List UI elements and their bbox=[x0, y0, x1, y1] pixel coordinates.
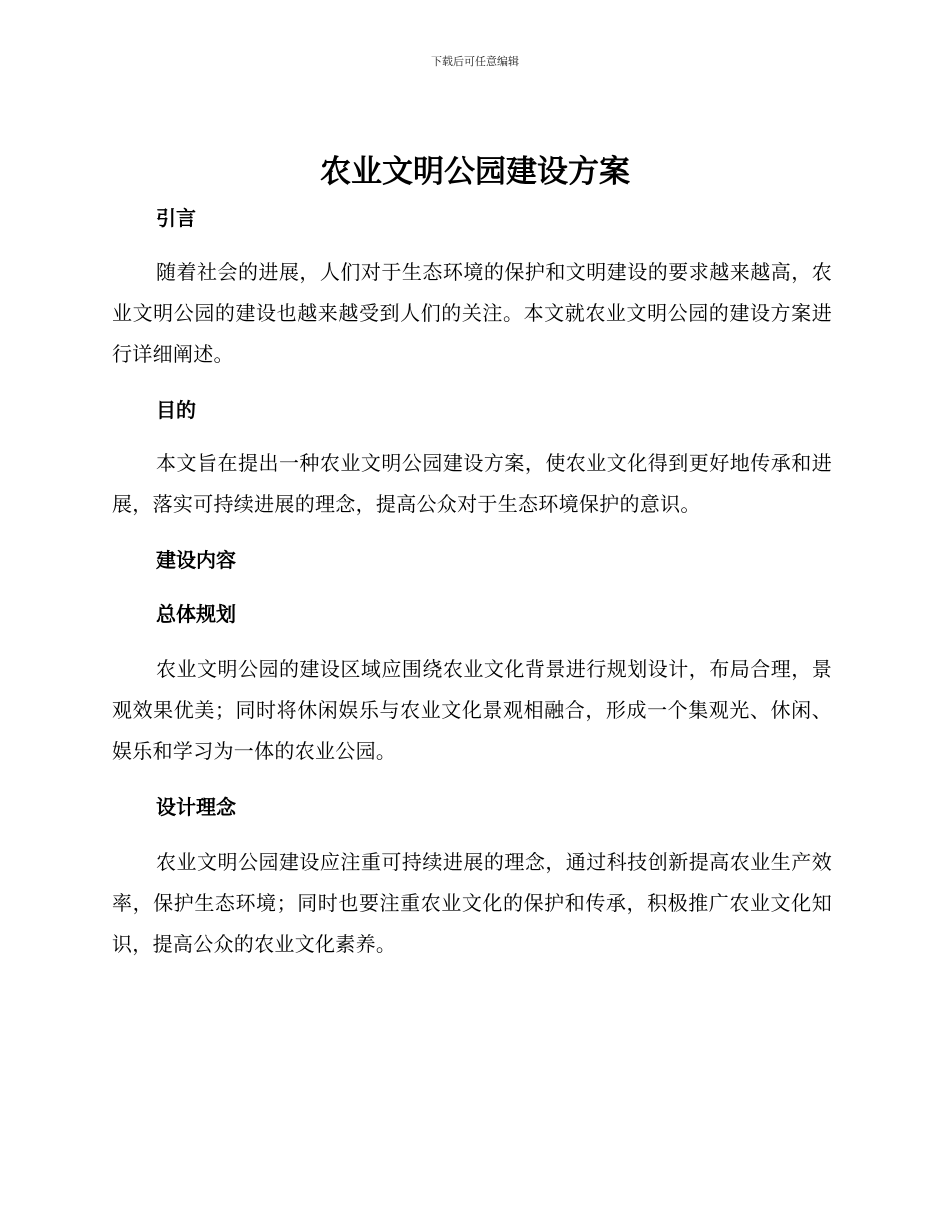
document-title: 农业文明公园建设方案 bbox=[320, 154, 630, 190]
paragraph-purpose: 本文旨在提出一种农业文明公园建设方案，使农业文化得到更好地传承和进展，落实可持续进展的理念，提高公众对于生态环境保护的意识。 bbox=[112, 451, 832, 516]
section-heading-intro: 引言 bbox=[156, 206, 196, 230]
section-heading-overall-plan: 总体规划 bbox=[156, 602, 236, 626]
paragraph-design-concept: 农业文明公园建设应注重可持续进展的理念，通过科技创新提高农业生产效率，保护生态环境；同时也要注重农业文化的保护和传承，积极推广农业文化知识，提高公众的农业文化素养。 bbox=[112, 850, 832, 956]
section-heading-construction: 建设内容 bbox=[156, 548, 236, 572]
header-note: 下载后可任意编辑 bbox=[431, 55, 519, 68]
paragraph-intro: 随着社会的进展，人们对于生态环境的保护和文明建设的要求越来越高，农业文明公园的建设也越来越受到人们的关注。本文就农业文明公园的建设方案进行详细阐述。 bbox=[112, 260, 832, 366]
document-body bbox=[112, 203, 832, 965]
paragraph-overall-plan: 农业文明公园的建设区域应围绕农业文化背景进行规划设计，布局合理，景观效果优美；同时将休闲娱乐与农业文化景观相融合，形成一个集观光、休闲、娱乐和学习为一体的农业公园。 bbox=[112, 657, 832, 763]
section-heading-design-concept: 设计理念 bbox=[156, 795, 236, 819]
section-heading-purpose: 目的 bbox=[156, 398, 196, 422]
